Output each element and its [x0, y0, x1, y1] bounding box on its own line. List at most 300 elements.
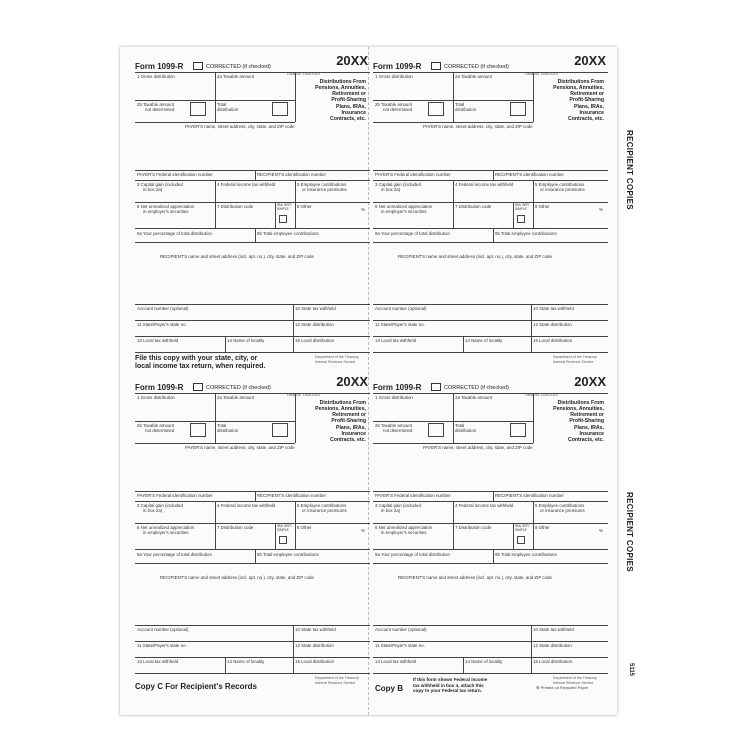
form-description [300, 79, 366, 122]
form-description-line: Insurance [579, 430, 604, 437]
box-9b-label: 9b Total employee contributions [495, 552, 557, 557]
box-1-input[interactable] [373, 401, 453, 421]
box-6-label: 6 Net unrealized appreciation [375, 525, 433, 530]
rule [135, 393, 370, 394]
form-description-line: Profit-Sharing [569, 418, 604, 425]
box-2a-input[interactable] [215, 401, 295, 421]
box-1-input[interactable] [135, 401, 215, 421]
box-8-percent: % [361, 207, 365, 212]
form-description-line: Pensions, Annuities, [315, 85, 366, 92]
ira-sep-simple-label: IRA/ SEP/ SIMPLE [515, 203, 530, 211]
recipient-address-label: RECIPIENT'S name and street address (incl. apt. no.), city, state, and ZIP code [160, 254, 314, 259]
box-15-label: 15 Local distribution [295, 338, 335, 343]
corrected-label: CORRECTED (if checked) [444, 385, 509, 391]
rule [215, 180, 216, 228]
rule [373, 443, 533, 444]
rule [135, 641, 370, 642]
payer-address-label: PAYER'S name, street address, city, state, and ZIP code [185, 124, 295, 129]
rule [493, 170, 494, 180]
form-description-line: Distributions From [319, 400, 366, 406]
form-description-line: Retirement or [570, 91, 604, 98]
ira-sep-simple-label: IRA/ SEP/ SIMPLE [277, 524, 292, 532]
box-12-label: 12 State distribution [533, 643, 572, 648]
rule [373, 563, 608, 564]
rule [295, 180, 296, 228]
form-1099r [373, 373, 608, 693]
box-1-label: 1 Gross distribution [137, 74, 175, 79]
corrected-checkbox[interactable] [193, 383, 203, 391]
rule [373, 304, 608, 305]
box-4-label: 4 Federal income tax withheld [217, 503, 276, 508]
box-1-label: 1 Gross distribution [375, 74, 413, 79]
rule [453, 501, 454, 549]
box-2b-checkbox[interactable] [190, 102, 206, 116]
rule [293, 625, 294, 673]
payer-address-label: PAYER'S name, street address, city, state, and ZIP code [423, 124, 533, 129]
form-description-line: Pensions, Annuities, [315, 406, 366, 413]
form-1099r [135, 52, 370, 372]
rule [373, 202, 608, 203]
form-description-line: Plans, IRAs, [574, 103, 604, 110]
rule [135, 421, 295, 422]
rule [373, 625, 608, 626]
ira-checkbox[interactable] [279, 215, 287, 223]
form-description-line: Pensions, Annuities, [553, 85, 604, 92]
form-1099r [135, 373, 370, 693]
box-2b-label: 2b Taxable amount [137, 102, 175, 107]
omb-number: OMB No. 1545-0119 [287, 393, 320, 397]
box-8-percent: % [361, 528, 365, 533]
form-year: 20XX [336, 53, 368, 68]
side-label-bottom: RECIPIENT COPIES [625, 492, 634, 572]
total-distribution-sublabel: distribution [455, 107, 477, 112]
irs-label: Internal Revenue Service [553, 681, 594, 685]
total-distribution-label: Total [455, 102, 465, 107]
file-copy-note: File this copy with your state, city, or [135, 355, 258, 362]
rule [463, 657, 464, 673]
recipient-id-label: RECIPIENT'S identification number [257, 493, 326, 498]
treasury-dept-label: Department of the Treasury [315, 355, 359, 359]
rule [373, 336, 608, 337]
rule [275, 202, 276, 228]
form-description [538, 400, 604, 443]
total-distribution-label: Total [217, 102, 227, 107]
file-copy-note: local income tax return, when required. [135, 363, 266, 370]
payer-address-label: PAYER'S name, street address, city, state, and ZIP code [185, 445, 295, 450]
form-description [538, 79, 604, 122]
form-description-line: Distributions From [557, 400, 604, 406]
rule [215, 501, 216, 549]
ira-checkbox[interactable] [279, 536, 287, 544]
box-15-label: 15 Local distribution [533, 659, 573, 664]
rule [135, 122, 295, 123]
box-9b-label: 9b Total employee contributions [257, 231, 319, 236]
rule [453, 180, 454, 228]
form-description-line: Retirement or [332, 91, 366, 98]
box-4-label: 4 Federal income tax withheld [455, 503, 514, 508]
box-8-percent: % [599, 528, 603, 533]
rule [531, 304, 532, 352]
payer-id-label: PAYER'S Federal identification number [375, 172, 451, 177]
box-4-label: 4 Federal income tax withheld [455, 182, 514, 187]
box-2b-checkbox[interactable] [428, 423, 444, 437]
form-title: Form 1099-R [135, 383, 184, 392]
form-description-line: Profit-Sharing [569, 97, 604, 104]
rule [255, 170, 256, 180]
rule [135, 320, 370, 321]
total-distribution-checkbox[interactable] [510, 102, 526, 116]
form-year: 20XX [336, 374, 368, 389]
box-11-label: 11 State/Payer's state no. [375, 643, 425, 648]
box-10-label: 10 State tax withheld [533, 627, 574, 632]
total-distribution-sublabel: distribution [217, 428, 239, 433]
rule [533, 393, 534, 443]
box-15-label: 15 Local distribution [295, 659, 335, 664]
box-14-label: 14 Name of locality [227, 338, 265, 343]
irs-label: Internal Revenue Service [315, 360, 356, 364]
box-8-label: 8 Other [535, 204, 550, 209]
corrected-label: CORRECTED (if checked) [206, 64, 271, 70]
rule [135, 501, 370, 502]
box-6-sublabel: in employer's securities [381, 209, 427, 214]
form-title: Form 1099-R [373, 383, 422, 392]
form-description-line: Retirement or [332, 412, 366, 419]
rule [463, 336, 464, 352]
form-description-line: Plans, IRAs, [336, 424, 366, 431]
box-1-input[interactable] [135, 80, 215, 100]
rule [255, 228, 256, 242]
payer-id-label: PAYER'S Federal identification number [137, 172, 213, 177]
box-2b-checkbox[interactable] [428, 102, 444, 116]
account-number-label: Account number (optional) [137, 306, 189, 311]
omb-number: OMB No. 1545-0119 [525, 72, 558, 76]
rule [135, 170, 370, 171]
box-6-label: 6 Net unrealized appreciation [137, 204, 195, 209]
recipient-address-label: RECIPIENT'S name and street address (incl. apt. no.), city, state, and ZIP code [398, 575, 552, 580]
account-number-label: Account number (optional) [375, 627, 427, 632]
rule [493, 549, 494, 563]
rule [135, 352, 370, 353]
box-1-label: 1 Gross distribution [137, 395, 175, 400]
box-5-label: 5 Employee contributions [297, 503, 347, 508]
form-title: Form 1099-R [135, 62, 184, 71]
form-description-line: Contracts, etc. [329, 436, 366, 443]
rule [295, 72, 296, 122]
rule [225, 657, 226, 673]
box-5-sublabel: or insurance premiums [540, 508, 585, 513]
rule [373, 100, 533, 101]
corrected-label: CORRECTED (if checked) [206, 385, 271, 391]
form-description-line: Retirement or [570, 412, 604, 419]
rule [373, 501, 608, 502]
form-description-line: Profit-Sharing [331, 97, 366, 104]
form-1099r [373, 52, 608, 372]
irs-label: Internal Revenue Service [553, 360, 594, 364]
box-11-label: 11 State/Payer's state no. [137, 643, 187, 648]
form-description-line: Insurance [341, 109, 366, 116]
form-year: 20XX [574, 53, 606, 68]
box-6-label: 6 Net unrealized appreciation [137, 525, 195, 530]
rule [531, 625, 532, 673]
rule [373, 421, 533, 422]
box-1-input[interactable] [373, 80, 453, 100]
recipient-address-label: RECIPIENT'S name and street address (incl. apt. no.), city, state, and ZIP code [160, 575, 314, 580]
treasury-dept-label: Department of the Treasury [315, 676, 359, 680]
form-title: Form 1099-R [373, 62, 422, 71]
rule [135, 549, 370, 550]
box-8-percent: % [599, 207, 603, 212]
box-7-label: 7 Distribution code [217, 204, 254, 209]
omb-number: OMB No. 1545-0119 [287, 72, 320, 76]
rule [293, 304, 294, 352]
box-2b-label: 2b Taxable amount [375, 423, 413, 428]
box-12-label: 12 State distribution [295, 643, 334, 648]
box-2b-checkbox[interactable] [190, 423, 206, 437]
rule [373, 122, 533, 123]
rule [225, 336, 226, 352]
recipient-id-label: RECIPIENT'S identification number [495, 172, 564, 177]
form-description-line: Contracts, etc. [567, 115, 604, 122]
total-distribution-label: Total [217, 423, 227, 428]
box-13-label: 13 Local tax withheld [137, 338, 179, 343]
form-description-line: Pensions, Annuities, [553, 406, 604, 413]
box-11-label: 11 State/Payer's state no. [137, 322, 187, 327]
payer-address-input[interactable] [373, 130, 608, 170]
box-7-label: 7 Distribution code [217, 525, 254, 530]
box-10-label: 10 State tax withheld [295, 306, 336, 311]
box-14-label: 14 Name of locality [227, 659, 265, 664]
box-5-label: 5 Employee contributions [297, 182, 347, 187]
payer-address-label: PAYER'S name, street address, city, state, and ZIP code [423, 445, 533, 450]
box-8-label: 8 Other [297, 204, 312, 209]
box-14-label: 14 Name of locality [465, 338, 503, 343]
form-description-line: Contracts, etc. [567, 436, 604, 443]
box-3-sublabel: in box 2a) [143, 508, 163, 513]
box-2a-label: 2a Taxable amount [455, 395, 493, 400]
box-3-sublabel: in box 2a) [143, 187, 163, 192]
box-1-label: 1 Gross distribution [375, 395, 413, 400]
rule [513, 202, 514, 228]
total-distribution-sublabel: distribution [217, 107, 239, 112]
box-6-label: 6 Net unrealized appreciation [375, 204, 433, 209]
box-13-label: 13 Local tax withheld [137, 659, 179, 664]
total-distribution-checkbox[interactable] [272, 102, 288, 116]
rule [373, 393, 608, 394]
box-9a-label: 9a Your percentage of total distribution [375, 231, 450, 236]
box-2a-input[interactable] [453, 401, 533, 421]
corrected-checkbox[interactable] [431, 62, 441, 70]
rule [135, 443, 295, 444]
form-description-line: Contracts, etc. [329, 115, 366, 122]
box-10-label: 10 State tax withheld [533, 306, 574, 311]
rule [255, 491, 256, 501]
rule [373, 242, 608, 243]
rule [135, 100, 295, 101]
rule [135, 336, 370, 337]
rule [295, 393, 296, 443]
form-description-line: Distributions From [557, 79, 604, 85]
total-distribution-checkbox[interactable] [510, 423, 526, 437]
form-description [300, 400, 366, 443]
recipient-address-label: RECIPIENT'S name and street address (incl. apt. no.), city, state, and ZIP code [398, 254, 552, 259]
form-description-line: Plans, IRAs, [336, 103, 366, 110]
box-7-label: 7 Distribution code [455, 204, 492, 209]
box-9b-label: 9b Total employee contributions [257, 552, 319, 557]
box-12-label: 12 State distribution [533, 322, 572, 327]
box-13-label: 13 Local tax withheld [375, 659, 417, 664]
box-7-label: 7 Distribution code [455, 525, 492, 530]
box-9a-label: 9a Your percentage of total distribution [137, 231, 212, 236]
recycle-icon: ♻ [536, 685, 541, 690]
rule [513, 523, 514, 549]
box-3-sublabel: in box 2a) [381, 508, 401, 513]
box-15-label: 15 Local distribution [533, 338, 573, 343]
box-6-sublabel: in employer's securities [381, 530, 427, 535]
form-year: 20XX [574, 374, 606, 389]
rule [373, 549, 608, 550]
box-9a-label: 9a Your percentage of total distribution [137, 552, 212, 557]
box-6-sublabel: in employer's securities [143, 209, 189, 214]
box-5-sublabel: or insurance premiums [302, 187, 347, 192]
corrected-checkbox[interactable] [193, 62, 203, 70]
account-number-label: Account number (optional) [375, 306, 427, 311]
rule [135, 657, 370, 658]
box-2a-label: 2a Taxable amount [217, 395, 255, 400]
copy-b-instruction-line: If this form shows Federal income [413, 677, 488, 682]
ira-sep-simple-label: IRA/ SEP/ SIMPLE [277, 203, 292, 211]
rule [135, 304, 370, 305]
recipient-id-label: RECIPIENT'S identification number [495, 493, 564, 498]
box-5-label: 5 Employee contributions [535, 182, 585, 187]
rule [135, 228, 370, 229]
copy-b-instruction-line: tax withheld in box 4, attach this [413, 682, 484, 688]
side-form-code: 5115 [628, 663, 634, 677]
rule [255, 549, 256, 563]
rule [135, 202, 370, 203]
copy-b-instruction-line: copy to your Federal tax return. [413, 688, 482, 693]
rule [373, 523, 608, 524]
box-2b-sublabel: not determined [145, 428, 175, 433]
copy-c-label: Copy C For Recipient's Records [135, 682, 257, 691]
box-3-label: 3 Capital gain (included [375, 182, 421, 187]
payer-address-input[interactable] [135, 451, 370, 491]
rule [275, 523, 276, 549]
form-description-line: Distributions From [319, 79, 366, 85]
box-9b-label: 9b Total employee contributions [495, 231, 557, 236]
corrected-label: CORRECTED (if checked) [444, 64, 509, 70]
omb-number: OMB No. 1545-0119 [525, 393, 558, 397]
recipient-address-input[interactable] [373, 581, 608, 623]
rule [493, 228, 494, 242]
rule [533, 501, 534, 549]
form-description-line: Insurance [341, 430, 366, 437]
box-3-label: 3 Capital gain (included [375, 503, 421, 508]
total-distribution-label: Total [455, 423, 465, 428]
copy-b-label: Copy B [375, 684, 403, 693]
recipient-id-label: RECIPIENT'S identification number [257, 172, 326, 177]
box-2b-label: 2b Taxable amount [137, 423, 175, 428]
rule [373, 352, 608, 353]
box-4-label: 4 Federal income tax withheld [217, 182, 276, 187]
form-description-line: Profit-Sharing [331, 418, 366, 425]
rule [135, 563, 370, 564]
recycled-paper-note [536, 686, 588, 691]
rule [373, 170, 608, 171]
ira-checkbox[interactable] [517, 215, 525, 223]
box-2b-sublabel: not determined [383, 107, 413, 112]
box-10-label: 10 State tax withheld [295, 627, 336, 632]
box-8-label: 8 Other [297, 525, 312, 530]
rule [533, 72, 534, 122]
box-2a-label: 2a Taxable amount [455, 74, 493, 79]
side-label-top: RECIPIENT COPIES [625, 130, 634, 210]
payer-address-input[interactable] [135, 130, 370, 170]
rule [373, 320, 608, 321]
rule [135, 180, 370, 181]
rule [493, 491, 494, 501]
total-distribution-checkbox[interactable] [272, 423, 288, 437]
rule [533, 180, 534, 228]
form-description-line: Plans, IRAs, [574, 424, 604, 431]
rule [135, 242, 370, 243]
rule [373, 72, 608, 73]
box-14-label: 14 Name of locality [465, 659, 503, 664]
box-5-label: 5 Employee contributions [535, 503, 585, 508]
box-3-label: 3 Capital gain (included [137, 182, 183, 187]
recycled-paper-label: Printed on Recycled Paper [540, 685, 589, 690]
payer-id-label: PAYER'S Federal identification number [137, 493, 213, 498]
box-9a-label: 9a Your percentage of total distribution [375, 552, 450, 557]
recipient-address-input[interactable] [373, 260, 608, 302]
corrected-checkbox[interactable] [431, 383, 441, 391]
account-number-label: Account number (optional) [137, 627, 189, 632]
rule [373, 228, 608, 229]
box-5-sublabel: or insurance premiums [302, 508, 347, 513]
total-distribution-sublabel: distribution [455, 428, 477, 433]
rule [373, 673, 608, 674]
irs-label: Internal Revenue Service [315, 681, 356, 685]
box-13-label: 13 Local tax withheld [375, 338, 417, 343]
treasury-dept-label: Department of the Treasury [553, 676, 597, 680]
box-2a-label: 2a Taxable amount [217, 74, 255, 79]
rule [135, 523, 370, 524]
payer-id-label: PAYER'S Federal identification number [375, 493, 451, 498]
box-2a-input[interactable] [215, 80, 295, 100]
payer-address-input[interactable] [373, 451, 608, 491]
box-8-label: 8 Other [535, 525, 550, 530]
rule [373, 180, 608, 181]
box-2a-input[interactable] [453, 80, 533, 100]
rule [373, 657, 608, 658]
box-11-label: 11 State/Payer's state no. [375, 322, 425, 327]
rule [135, 491, 370, 492]
recipient-address-input[interactable] [135, 260, 370, 302]
treasury-dept-label: Department of the Treasury [553, 355, 597, 359]
rule [295, 501, 296, 549]
box-2b-sublabel: not determined [383, 428, 413, 433]
box-12-label: 12 State distribution [295, 322, 334, 327]
ira-sep-simple-label: IRA/ SEP/ SIMPLE [515, 524, 530, 532]
box-2b-sublabel: not determined [145, 107, 175, 112]
rule [135, 625, 370, 626]
copy-b-instructions [413, 677, 487, 694]
rule [373, 491, 608, 492]
box-3-label: 3 Capital gain (included [137, 503, 183, 508]
form-description-line: Insurance [579, 109, 604, 116]
ira-checkbox[interactable] [517, 536, 525, 544]
recipient-address-input[interactable] [135, 581, 370, 623]
rule [373, 641, 608, 642]
